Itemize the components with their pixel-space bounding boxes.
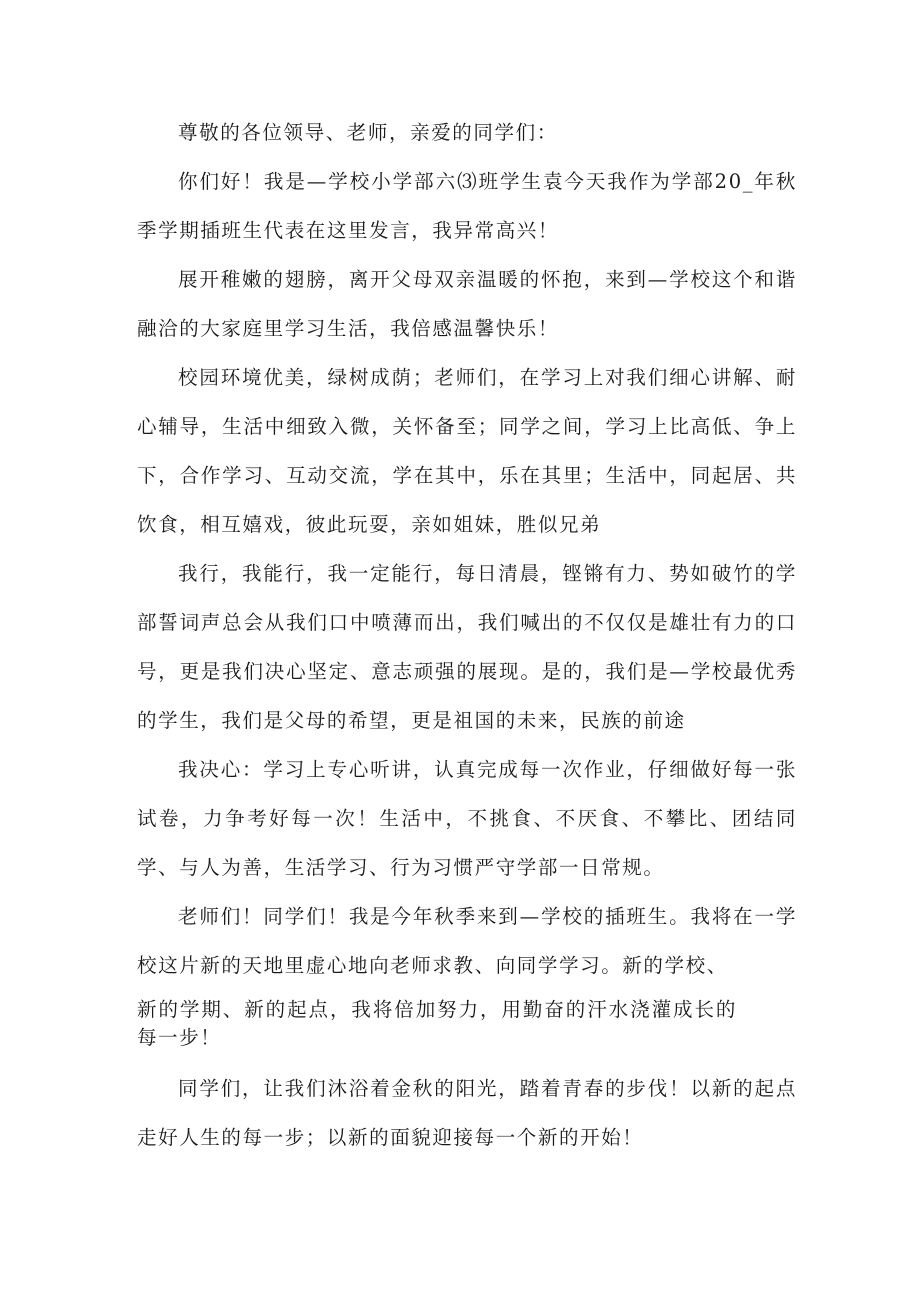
paragraph-4: 我行，我能行，我一定能行，每日清晨，铿锵有力、势如破竹的学部誓词声总会从我们口中喷薄而出，我们喊出的不仅仅是雄壮有力的口号，更是我们决心坚定、意志顽强的展现。是的，我们是—学校最优秀的学生，我们是父母的希望，更是祖国的未来，民族的前途 [137,562,797,732]
paragraph-7: 新的学期、新的起点，我将倍加努力，用勤奋的汗水浇灌成长的每一步！ [137,998,737,1049]
paragraph-2: 展开稚嫩的翅膀，离开父母双亲温暖的怀抱，来到—学校这个和谐融洽的大家庭里学习生活，我倍感温馨快乐！ [137,268,797,340]
paragraph-5: 我决心：学习上专心听讲，认真完成每一次作业，仔细做好每一张试卷，力争考好每一次！生活中，不挑食、不厌食、不攀比、团结同学、与人为善，生活学习、行为习惯严守学部一日常规。 [137,758,797,879]
paragraph-6: 老师们！同学们！我是今年秋季来到—学校的插班生。我将在一学校这片新的天地里虚心地向老师求教、向同学学习。新的学校、 [137,905,797,977]
paragraph-1: 你们好！我是—学校小学部六⑶班学生袁今天我作为学部20_年秋季学期插班生代表在这里发言，我异常高兴！ [137,170,797,242]
paragraph-3: 校园环境优美，绿树成荫；老师们，在学习上对我们细心讲解、耐心辅导，生活中细致入微，关怀备至；同学之间，学习上比高低、争上下，合作学习、互动交流，学在其中，乐在其里；生活中，同起居、共饮食，相互嬉戏，彼此玩耍，亲如姐妹，胜似兄弟 [137,366,797,536]
greeting: 尊敬的各位领导、老师，亲爱的同学们： [178,121,558,144]
paragraph-8: 同学们，让我们沐浴着金秋的阳光，踏着青春的步伐！以新的起点走好人生的每一步；以新的面貌迎接每一个新的开始！ [137,1077,797,1149]
